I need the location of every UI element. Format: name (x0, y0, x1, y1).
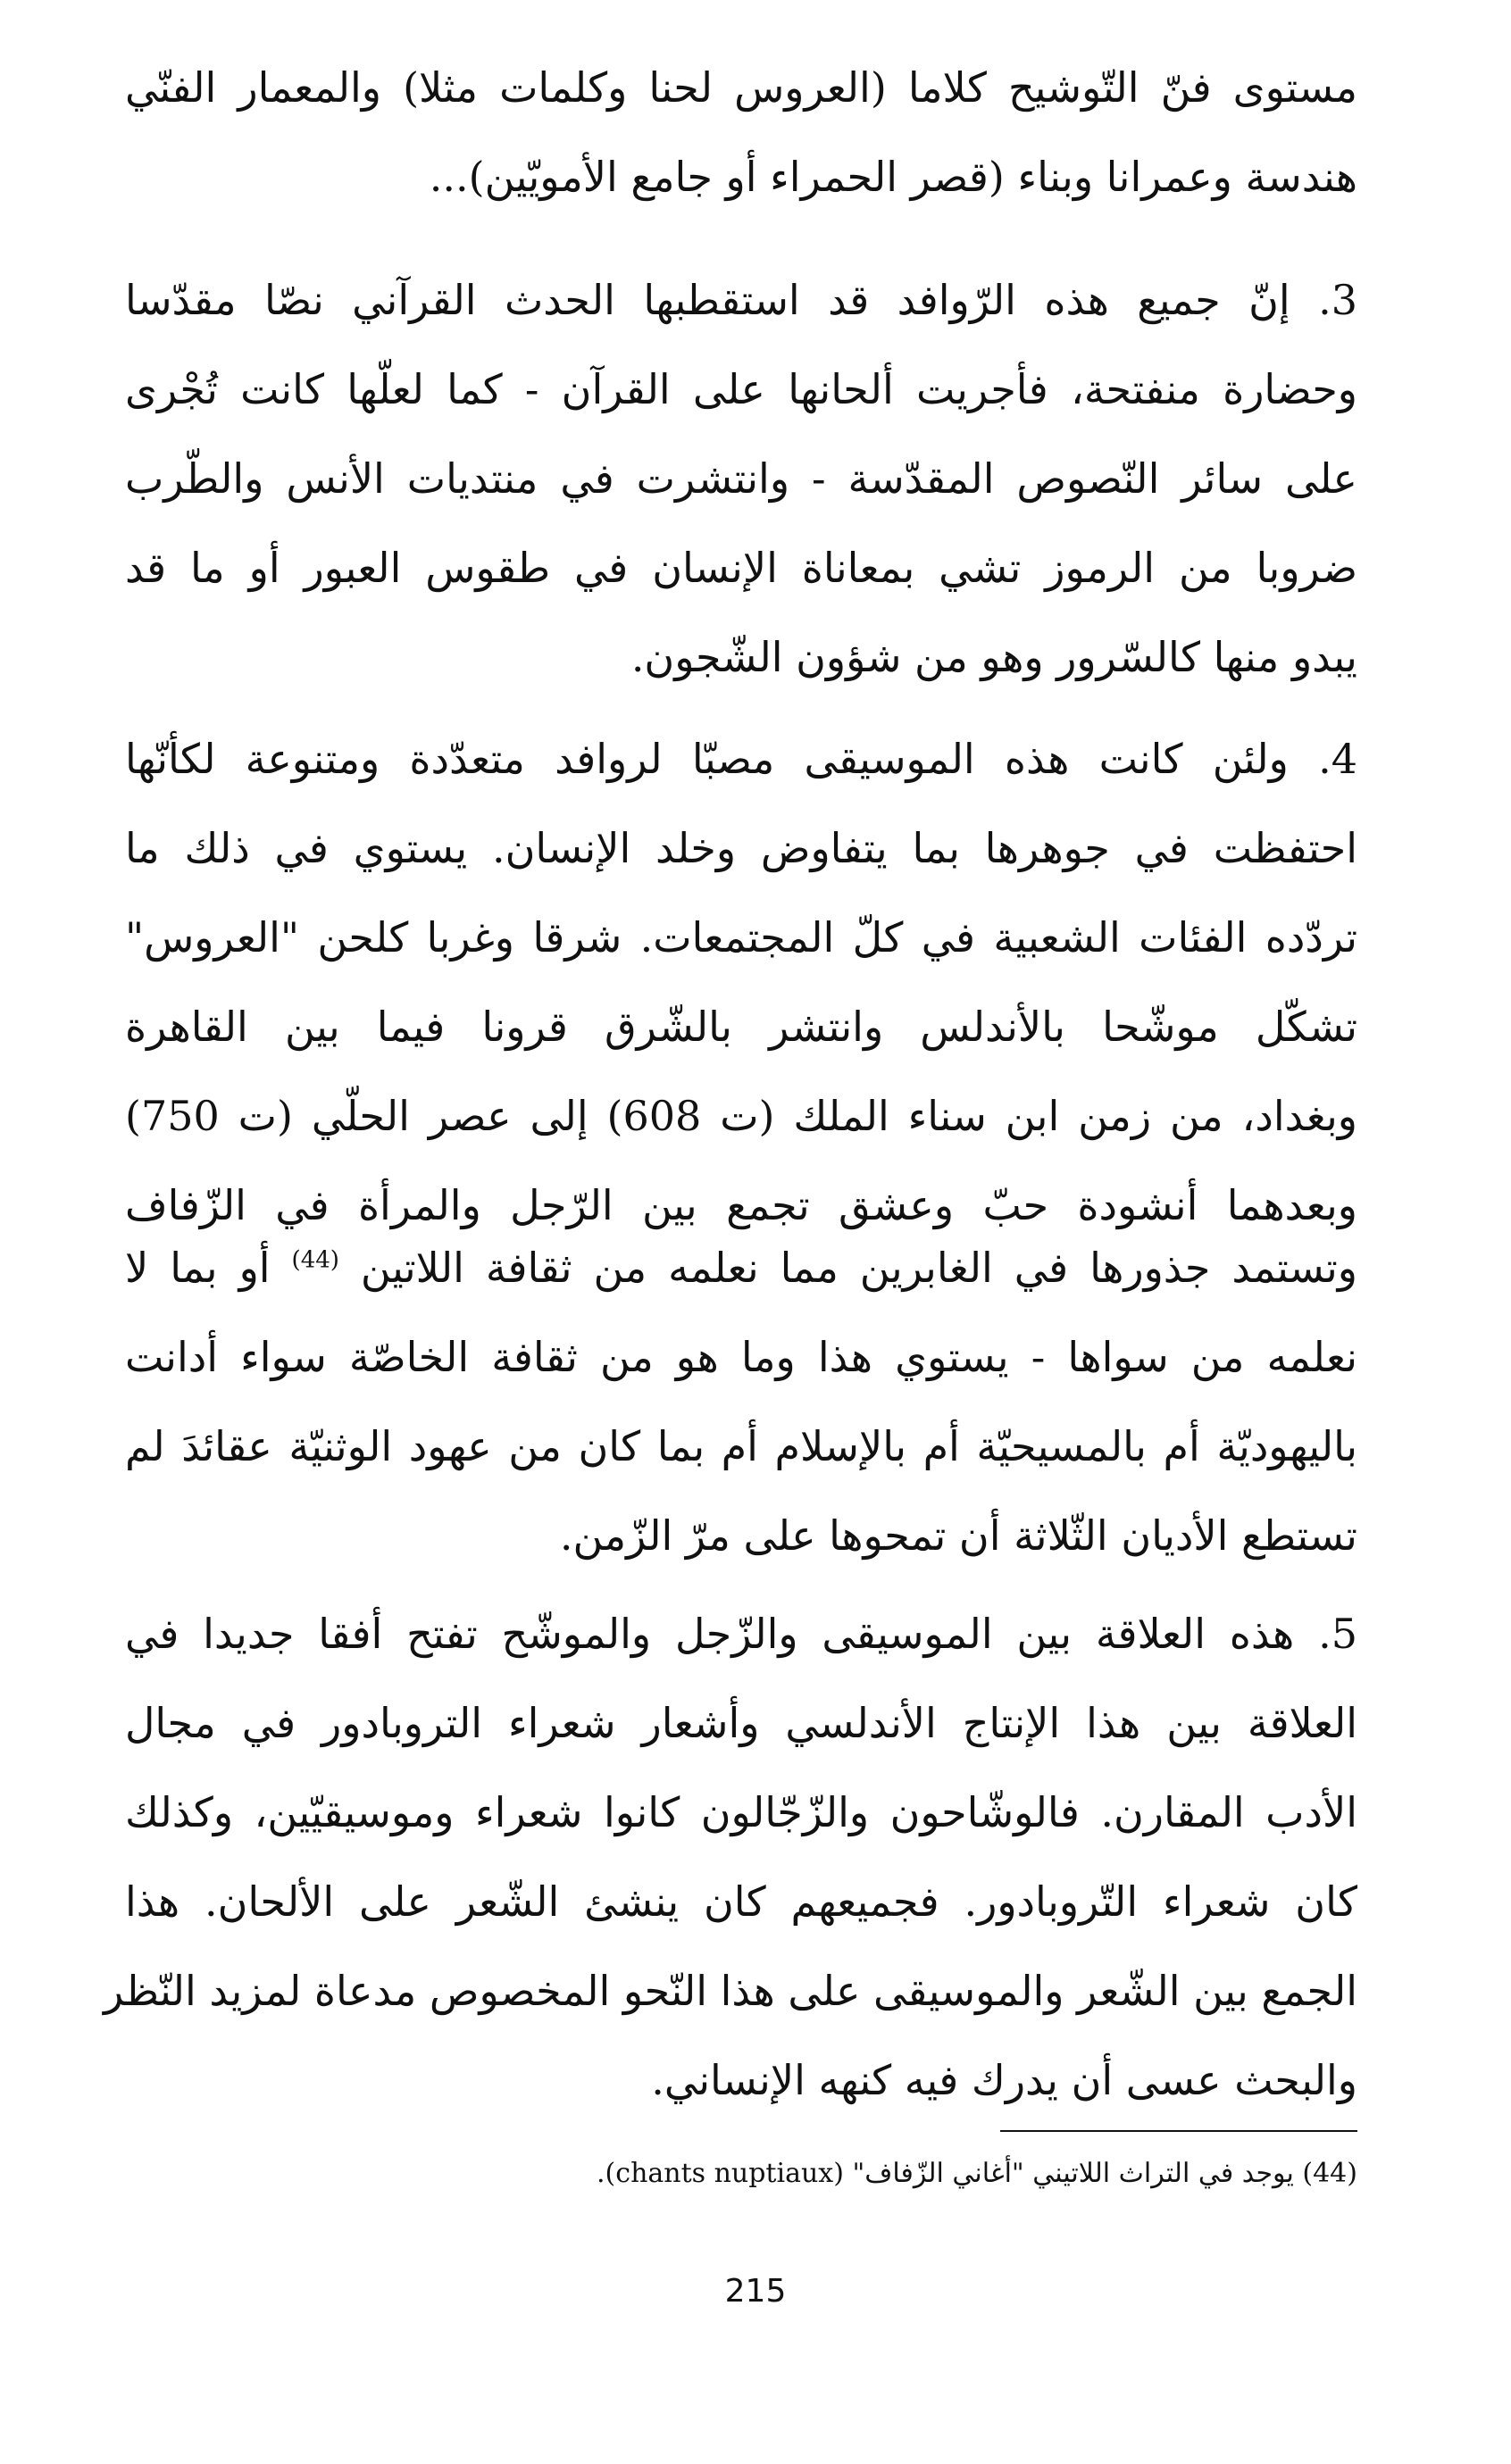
footnote: (44) يوجد في التراث اللاتيني "أغاني الزّفاف" (chants nuptiaux). (597, 2158, 1357, 2189)
text-line: على سائر النّصوص المقدّسة - وانتشرت في منتديات الأنس والطّرب (125, 454, 1357, 503)
paragraph-3 (125, 255, 1357, 702)
text-line (125, 1223, 1357, 1312)
paragraph-5 (103, 1589, 1357, 2125)
text-line: تردّده الفئات الشعبية في كلّ المجتمعات. شرقا وغربا كلحن "العروس" (125, 913, 1358, 961)
text-line: يبدو منها كالسّرور وهو من شؤون الشّجون. (630, 633, 1357, 681)
text-line: ضروبا من الرموز تشي بمعاناة الإنسان في طقوس العبور أو ما قد (125, 544, 1357, 592)
text-line: الجمع بين الشّعر والموسيقى على هذا النّحو المخصوص مدعاة لمزيد النّظر (103, 1967, 1357, 2015)
text-line: نعلمه من سواها - يستوي هذا وما هو من ثقافة الخاصّة سواء أدانت (125, 1333, 1357, 1381)
paragraph-4-continued (125, 1223, 1357, 1580)
text-line: تستطع الأديان الثّلاثة أن تمحوها على مرّ الزّمن. (559, 1511, 1357, 1560)
text-line: تشكّل موشّحا بالأندلس وانتشر بالشّرق قرونا فيما بين القاهرة (125, 1003, 1357, 1051)
text-line: مستوى فنّ التّوشيح كلاما (العروس لحنا وكلمات مثلا) والمعمار الفنّي (125, 63, 1357, 112)
text-line: 4. ولئن كانت هذه الموسيقى مصبّا لروافد متعدّدة ومتنوعة لكأنّها (125, 735, 1357, 783)
line-text-start: وتستمد جذورها في الغابرين مما نعلمه من ثقافة اللاتين (360, 1244, 1357, 1292)
page-number: 215 (724, 2273, 787, 2310)
text-line: العلاقة بين هذا الإنتاج الأندلسي وأشعار شعراء التروبادور في مجال (125, 1699, 1357, 1747)
footnote-divider (1000, 2130, 1357, 2132)
text-line: هندسة وعمرانا وبناء (قصر الحمراء أو جامع الأمويّين)... (429, 153, 1357, 201)
paragraph-4 (125, 714, 1357, 1250)
text-line: كان شعراء التّروبادور. فجميعهم كان ينشئ الشّعر على الألحان. هذا (125, 1877, 1357, 1926)
text-line: احتفظت في جوهرها بما يتفاوض وخلد الإنسان. يستوي في ذلك ما (125, 824, 1357, 872)
line-text-end: أو بما لا (125, 1244, 271, 1292)
paragraph-intro (125, 43, 1357, 221)
text-line: والبحث عسى أن يدرك فيه كنهه الإنساني. (651, 2056, 1357, 2104)
text-line: باليهوديّة أم بالمسيحيّة أم بالإسلام أم بما كان من عهود الوثنيّة عقائدَ لم (125, 1422, 1357, 1470)
text-line: 3. إنّ جميع هذه الرّوافد قد استقطبها الحدث القرآني نصّا مقدّسا (125, 276, 1357, 324)
text-line: الأدب المقارن. فالوشّاحون والزّجّالون كانوا شعراء وموسيقيّين، وكذلك (125, 1788, 1357, 1836)
text-line: 5. هذه العلاقة بين الموسيقى والزّجل والموشّح تفتح أفقا جديدا في (125, 1610, 1357, 1658)
text-line: وبعدهما أنشودة حبّ وعشق تجمع بين الرّجل والمرأة في الزّفاف (125, 1181, 1357, 1229)
text-line: وبغداد، من زمن ابن سناء الملك (ت 608) إلى عصر الحلّي (ت 750) (125, 1092, 1357, 1140)
text-line: وحضارة منفتحة، فأجريت ألحانها على القرآن - كما لعلّها كانت تُجْرى (125, 365, 1357, 413)
footnote-reference[interactable]: (44) (291, 1246, 339, 1274)
